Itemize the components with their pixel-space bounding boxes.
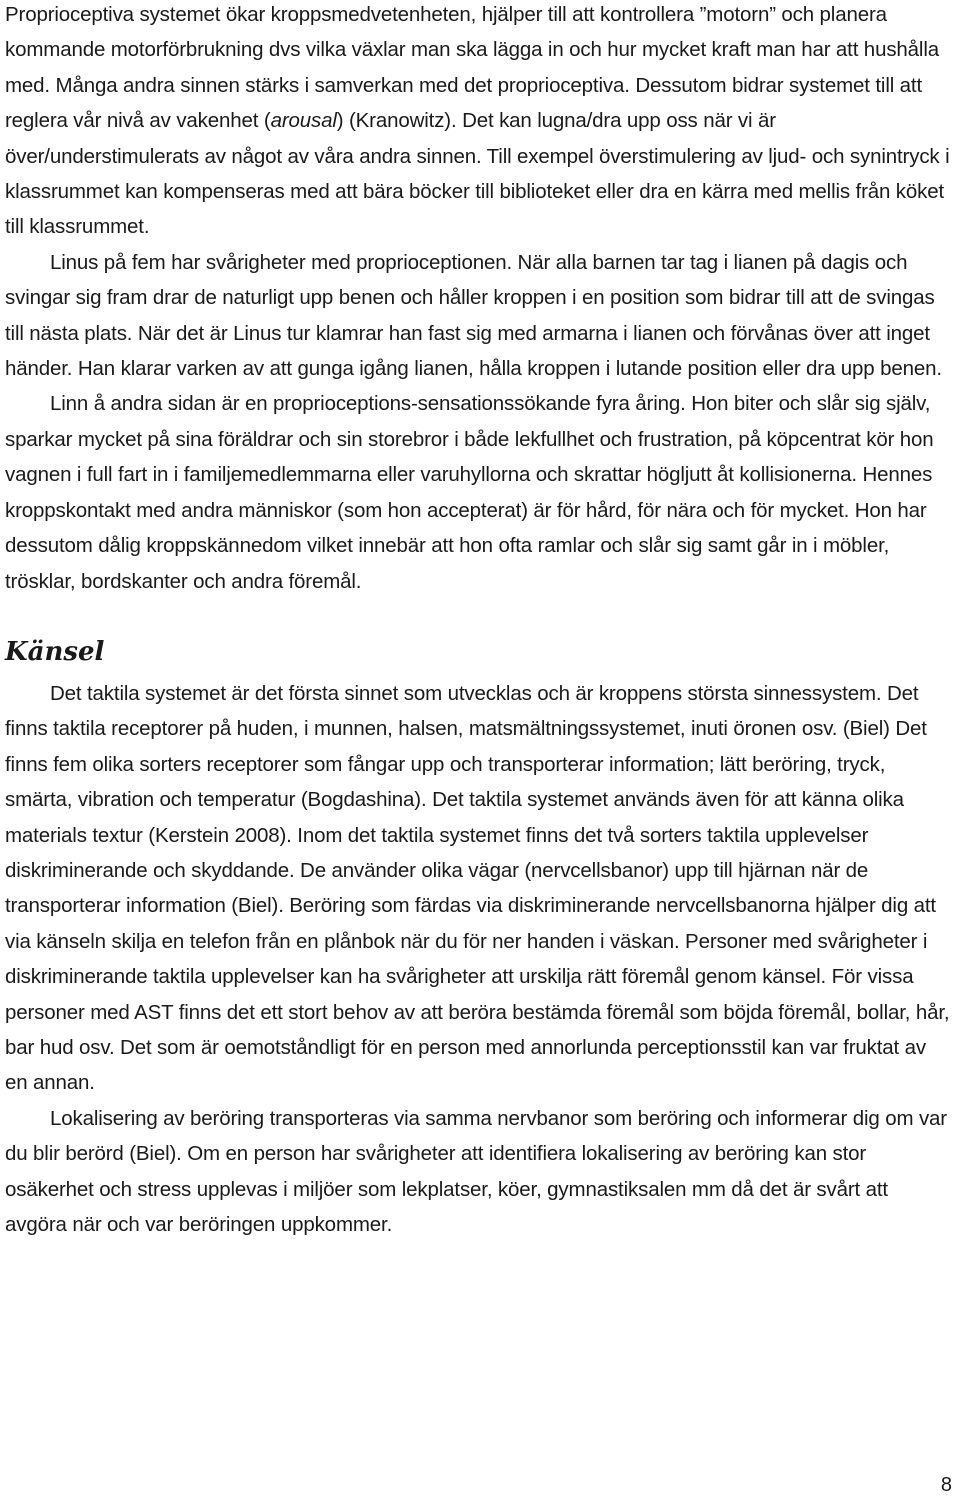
italic-term: arousal	[270, 109, 337, 133]
paragraph-proprioception-intro	[5, 0, 953, 245]
paragraph-text: ) (Kranowitz). Det kan lugna/dra upp oss när vi är över/understimulerats av något av våra andra sinnen. Till exempel överstimulering av ljud- och synintryck i klassrummet kan kompenseras med att bära böcker till biblioteket eller dra en kärra med mellis från köket till klassrummet.	[5, 109, 950, 239]
section-heading: Känsel	[5, 636, 105, 667]
paragraph-touch-localization: Lokalisering av beröring transporteras via samma nervbanor som beröring och informerar dig om var du blir berörd (Biel). Om en person har svårigheter att identifiera lokalisering av beröring kan stor osäkerhet och stress upplevas i miljöer som lekplatser, köer, gymnastiksalen mm då det är svårt att avgöra när och var beröringen uppkommer.	[5, 1106, 947, 1236]
paragraph-linus: Linus på fem har svårigheter med proprioceptionen. När alla barnen tar tag i lianen på dagis och svingar sig fram drar de naturligt upp benen och håller kroppen i en position som bidrar till att de svingas till nästa plats. När det är Linus tur klamrar han fast sig med armarna i lianen och förvånas över att inget händer. Han klarar varken av att gunga igång lianen, hålla kroppen i lutande position eller dra upp benen.	[5, 250, 942, 381]
paragraph-text: Proprioceptiva systemet ökar kroppsmedvetenheten, hjälper till att kontrollera ”motorn” och planera kommande motorförbrukning dvs vilka växlar man ska lägga in och hur mycket kraft man har att hushålla med. Många andra sinnen stärks i samverkan med det proprioceptiva. Dessutom bidrar systemet till att reglera vår nivå av vakenhet (	[5, 3, 939, 133]
paragraph-linn: Linn å andra sidan är en proprioceptions-sensationssökande fyra åring. Hon biter och slår sig själv, sparkar mycket på sina föräldrar och sin storebror i både lekfullhet och frustration, på köpcentrat kör hon vagnen i full fart in i familjemedlemmarna eller varuhyllorna och skrattar högljutt åt kollisionerna. Hennes kroppskontakt med andra människor (som hon accepterat) är för hård, för nära och för mycket. Hon har dessutom dålig kroppskännedom vilket innebär att hon ofta ramlar och slår sig samt går in i möbler, trösklar, bordskanter och andra föremål.	[5, 392, 934, 593]
document-page	[5, 0, 953, 1242]
paragraph-tactile-system: Det taktila systemet är det första sinnet som utvecklas och är kroppens största sinnessystem. Det finns taktila receptorer på huden, i munnen, halsen, matsmältningssystemet, inuti öronen osv. (Biel) Det finns fem olika sorters receptorer som fångar upp och transporterar information; lätt beröring, tryck, smärta, vibration och temperatur (Bogdashina). Det taktila systemet används även för att känna olika materials textur (Kerstein 2008). Inom det taktila systemet finns det två sorters taktila upplevelser diskriminerande och skyddande. De använder olika vägar (nervcellsbanor) upp till hjärnan när de transporterar information (Biel). Beröring som färdas via diskriminerande nervcellsbanorna hjälper dig att via känseln skilja en telefon från en plånbok när du för ner handen i väskan. Personer med svårigheter i diskriminerande taktila upplevelser kan ha svårigheter att urskilja rätt föremål genom känsel. För vissa personer med AST finns det ett stort behov av att beröra bestämda föremål som böjda föremål, bollar, hår, bar hud osv. Det som är oemotståndligt för en person med annorlunda perceptionsstil kan var fruktat av en annan.	[5, 681, 950, 1095]
page-number: 8	[940, 1474, 952, 1496]
